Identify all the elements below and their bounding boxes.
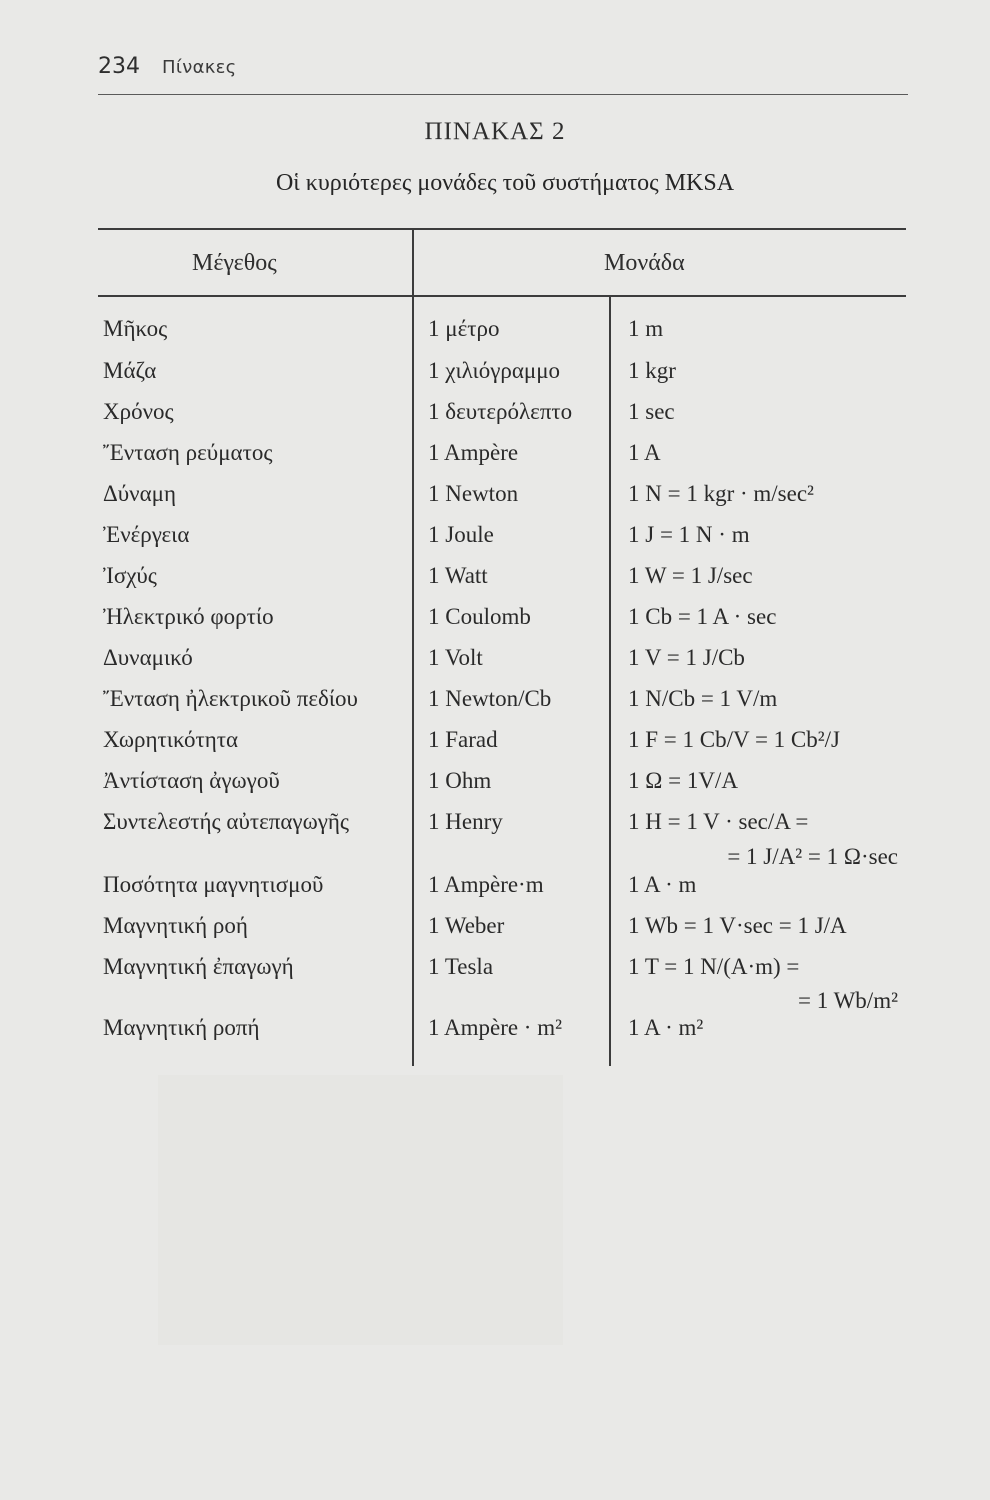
row-unit: 1 Newton/Cb — [428, 686, 552, 711]
row-quantity: Μαγνητική ροπή — [103, 1015, 260, 1040]
table-caption: Οἱ κυριότερες μονάδες τοῦ συστήματος MKSA — [275, 170, 735, 196]
row-quantity: Συντελεστής αὐτεπαγωγῆς — [103, 809, 350, 834]
row-unit: 1 Watt — [428, 563, 488, 588]
row-quantity: Ποσότητα μαγνητισμοῦ — [103, 872, 324, 897]
row-unit: 1 Coulomb — [428, 604, 531, 629]
row-unit: 1 μέτρο — [428, 316, 500, 341]
row-quantity: Ἔνταση ρεύματος — [103, 440, 273, 465]
row-symbol: 1 kgr — [628, 358, 676, 383]
row-symbol: 1 H = 1 V · sec/A = — [628, 809, 809, 834]
row-symbol: 1 A — [628, 440, 661, 465]
row-unit: 1 Weber — [428, 913, 505, 938]
show-through-shadow — [158, 1075, 563, 1345]
column-divider-2 — [609, 296, 611, 1066]
row-quantity: Χρόνος — [103, 399, 174, 424]
row-unit: 1 δευτερόλεπτο — [428, 399, 573, 424]
column-header-unit: Μονάδα — [604, 250, 685, 276]
row-unit: 1 Joule — [428, 522, 494, 547]
row-symbol: 1 Wb = 1 V·sec = 1 J/A — [628, 913, 847, 938]
row-quantity: Δύναμη — [103, 481, 176, 506]
row-quantity: Ἔνταση ἠλεκτρικοῦ πεδίου — [103, 686, 358, 711]
header-bottom-rule — [98, 295, 906, 297]
row-unit: 1 χιλιόγραμμο — [428, 358, 561, 383]
row-symbol-continuation: = 1 Wb/m² — [798, 988, 898, 1013]
row-symbol: 1 F = 1 Cb/V = 1 Cb²/J — [628, 727, 840, 752]
row-symbol: 1 J = 1 N · m — [628, 522, 750, 547]
table-top-rule — [98, 228, 906, 230]
row-symbol: 1 T = 1 N/(A·m) = — [628, 954, 800, 979]
row-unit: 1 Tesla — [428, 954, 494, 979]
column-header-quantity: Μέγεθος — [192, 250, 277, 276]
row-unit: 1 Henry — [428, 809, 503, 834]
row-symbol: 1 V = 1 J/Cb — [628, 645, 745, 670]
row-unit: 1 Ampère · m² — [428, 1015, 563, 1040]
page-number: 234 — [98, 54, 140, 79]
row-quantity: Ἠλεκτρικό φορτίο — [103, 604, 274, 629]
row-symbol-continuation: = 1 J/A² = 1 Ω·sec — [727, 844, 898, 869]
row-unit: 1 Farad — [428, 727, 498, 752]
row-unit: 1 Volt — [428, 645, 483, 670]
row-quantity: Ἐνέργεια — [103, 522, 190, 547]
row-symbol: 1 sec — [628, 399, 675, 424]
row-quantity: Μαγνητική ροή — [103, 913, 248, 938]
running-head — [98, 54, 237, 79]
row-unit: 1 Ohm — [428, 768, 492, 793]
row-quantity: Δυναμικό — [103, 645, 193, 670]
column-divider-1 — [412, 228, 414, 1066]
row-quantity: Ἀντίσταση ἀγωγοῦ — [103, 768, 280, 793]
row-symbol: 1 N = 1 kgr · m/sec² — [628, 481, 814, 506]
row-quantity: Μαγνητική ἐπαγωγή — [103, 954, 294, 979]
header-rule — [98, 94, 908, 95]
row-unit: 1 Ampère — [428, 440, 519, 465]
section-title: Πίνακες — [162, 57, 237, 78]
row-unit: 1 Newton — [428, 481, 519, 506]
row-quantity: Χωρητικότητα — [103, 727, 239, 752]
row-symbol: 1 Cb = 1 A · sec — [628, 604, 777, 629]
row-quantity: Μάζα — [103, 358, 157, 383]
row-symbol: 1 Ω = 1V/A — [628, 768, 738, 793]
row-symbol: 1 m — [628, 316, 664, 341]
row-symbol: 1 W = 1 J/sec — [628, 563, 753, 588]
row-symbol: 1 A · m² — [628, 1015, 704, 1040]
table-label: ΠΙΝΑΚΑΣ 2 — [424, 118, 566, 145]
row-unit: 1 Ampère·m — [428, 872, 544, 897]
row-symbol: 1 A · m — [628, 872, 697, 897]
row-symbol: 1 N/Cb = 1 V/m — [628, 686, 778, 711]
row-quantity: Ἰσχύς — [103, 563, 157, 588]
row-quantity: Μῆκος — [103, 316, 168, 341]
